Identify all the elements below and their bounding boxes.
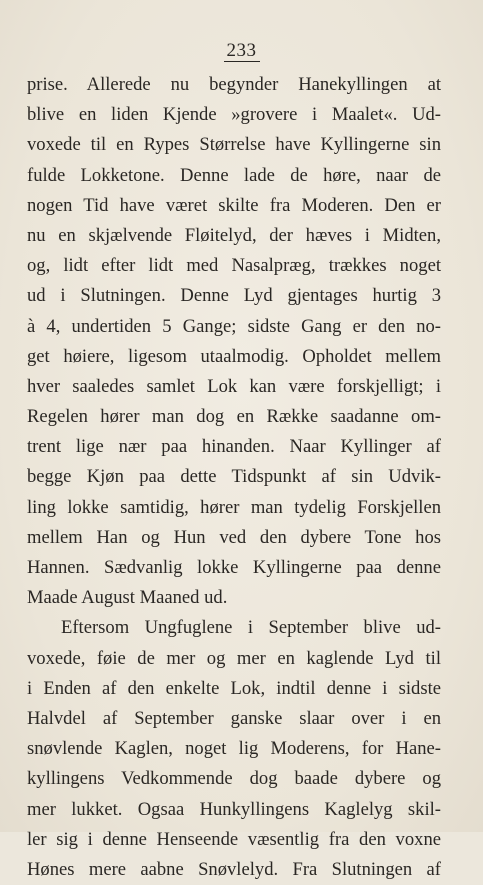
- text-line: i Enden af den enkelte Lok, indtil denne i sidste: [27, 677, 441, 699]
- text-line: ler sig i denne Henseende væsentlig fra den voxne: [27, 828, 441, 850]
- text-line: Regelen hører man dog en Række saadanne om-: [27, 406, 441, 428]
- text-line: begge Kjøn paa dette Tidspunkt af sin Udvik-: [27, 466, 441, 488]
- text-line: ling lokke samtidig, hører man tydelig Forskjellen: [27, 496, 441, 518]
- text-line: Maade August Maaned ud.: [27, 587, 228, 609]
- text-line: kyllingens Vedkommende dog baade dybere og: [27, 768, 441, 790]
- text-line: trent lige nær paa hinanden. Naar Kyllinger af: [27, 436, 441, 458]
- text-line: og, lidt efter lidt med Nasalpræg, trækkes noget: [27, 255, 441, 277]
- text-line: ud i Slutningen. Denne Lyd gjentages hurtig 3: [27, 285, 441, 307]
- text-line: Hønes mere aabne Snøvlelyd. Fra Slutningen af: [27, 858, 441, 880]
- text-line: snøvlende Kaglen, noget lig Moderens, for Hane-: [27, 738, 441, 760]
- text-line: à 4, undertiden 5 Gange; sidste Gang er den no-: [27, 315, 441, 337]
- page-number-text: 233: [224, 41, 260, 62]
- text-line: Halvdel af September ganske slaar over i en: [27, 707, 441, 729]
- text-line: mellem Han og Hun ved den dybere Tone hos: [27, 526, 441, 548]
- text-line: blive en liden Kjende »grovere i Maalet«. Ud-: [27, 104, 441, 126]
- text-line: Eftersom Ungfuglene i September blive ud-: [61, 617, 441, 639]
- text-line: fulde Lokketone. Denne lade de høre, naar de: [27, 164, 441, 186]
- text-line: nu en skjælvende Fløitelyd, der hæves i Midten,: [27, 224, 441, 246]
- text-line: get høiere, ligesom utaalmodig. Opholdet mellem: [27, 345, 441, 367]
- text-line: nogen Tid have været skilte fra Moderen. Den er: [27, 194, 441, 216]
- text-line: voxede til en Rypes Størrelse have Kyllingerne sin: [27, 134, 441, 156]
- text-line: prise. Allerede nu begynder Hanekyllingen at: [27, 74, 441, 95]
- body-text: [27, 70, 441, 885]
- page-number: [0, 40, 483, 62]
- text-line: voxede, føie de mer og mer en kaglende Lyd til: [27, 647, 441, 669]
- text-line: hver saaledes samlet Lok kan være forskjelligt; i: [27, 375, 441, 397]
- text-line: mer lukket. Ogsaa Hunkyllingens Kaglelyg skil-: [27, 798, 441, 820]
- text-line: Hannen. Sædvanlig lokke Kyllingerne paa denne: [27, 557, 441, 578]
